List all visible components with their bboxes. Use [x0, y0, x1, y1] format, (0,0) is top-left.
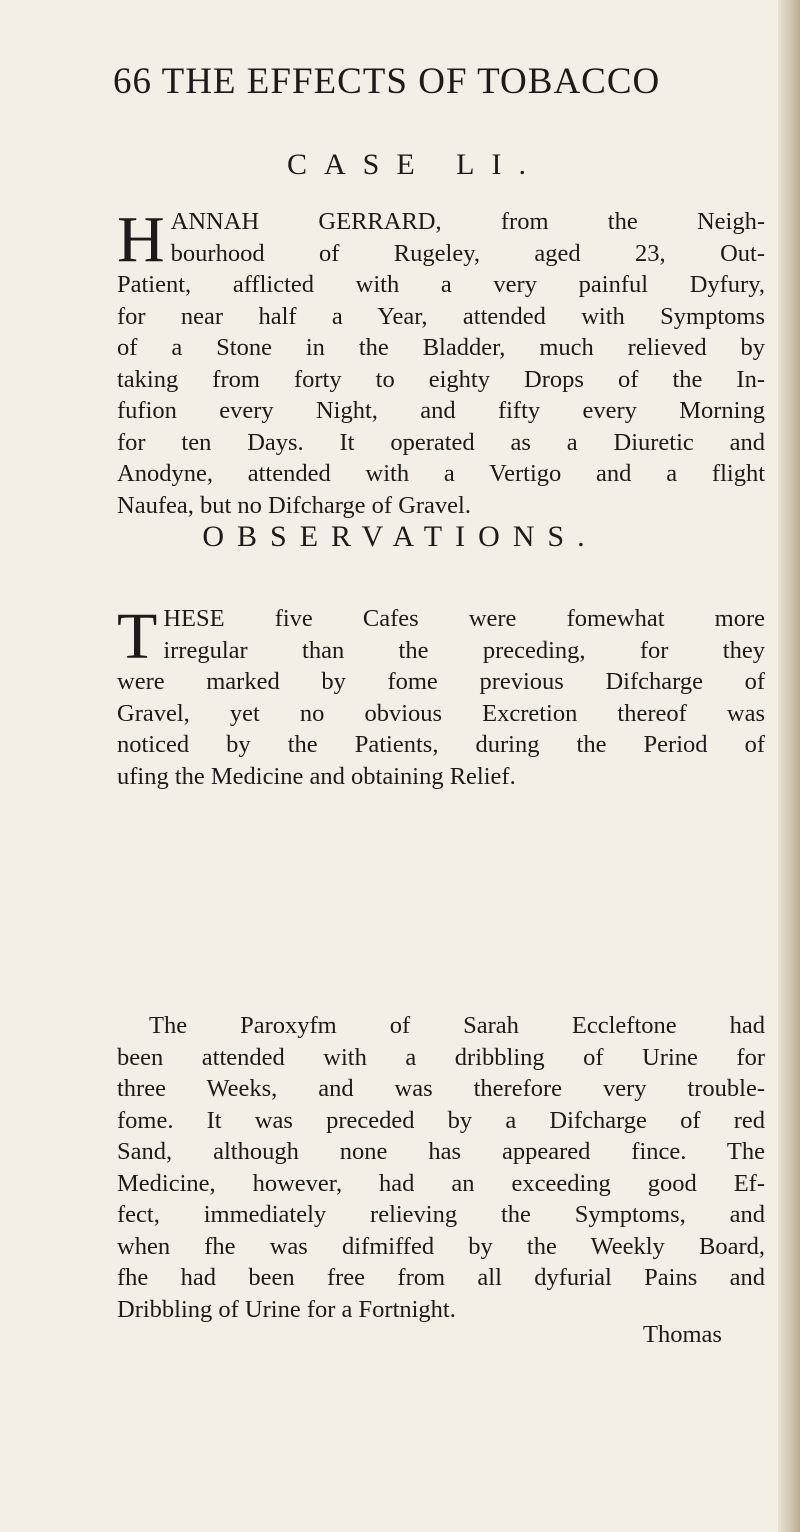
- case-paragraph: [117, 203, 765, 521]
- text-line: three Weeks, and was therefore very trouble-: [117, 1075, 765, 1102]
- text-line: for near half a Year, attended with Symptoms: [117, 302, 765, 330]
- text-line: fome. It was preceded by a Difcharge of red: [117, 1106, 765, 1134]
- text-line: when fhe was difmiffed by the Weekly Board,: [117, 1232, 765, 1260]
- observations-paragraph-1: [117, 600, 765, 792]
- text-line: irregular than the preceding, for they: [163, 636, 765, 664]
- text-line: fect, immediately relieving the Symptoms, and: [117, 1201, 765, 1228]
- case-heading: CASE LI.: [287, 148, 543, 181]
- text-line: The Paroxyfm of Sarah Eccleftone had: [149, 1012, 765, 1039]
- page-number: 66: [113, 61, 152, 102]
- running-title: THE EFFECTS OF TOBACCO: [161, 61, 661, 102]
- text-line: HESE five Cafes were fomewhat more: [163, 605, 765, 632]
- observations-paragraph-2: [117, 1010, 765, 1325]
- running-head: [113, 60, 660, 103]
- text-line: Dribbling of Urine for a Fortnight.: [117, 1295, 456, 1323]
- text-line: ANNAH GERRARD, from the Neigh-: [170, 208, 765, 235]
- text-line: taking from forty to eighty Drops of the In-: [117, 365, 765, 393]
- text-line: of a Stone in the Bladder, much relieved by: [117, 334, 765, 361]
- catchword: Thomas: [643, 1321, 722, 1348]
- observations-heading: OBSERVATIONS.: [202, 520, 598, 553]
- page-edge-shadow: [778, 0, 800, 1532]
- drop-cap: H: [117, 203, 165, 276]
- text-line: Sand, although none has appeared fince. The: [117, 1138, 765, 1165]
- text-line: Anodyne, attended with a Vertigo and a flight: [117, 460, 765, 487]
- text-line: bourhood of Rugeley, aged 23, Out-: [170, 239, 765, 267]
- text-line: for ten Days. It operated as a Diuretic and: [117, 428, 765, 456]
- text-line: Gravel, yet no obvious Excretion thereof was: [117, 699, 765, 727]
- text-line: Patient, afflicted with a very painful Dyfury,: [117, 271, 765, 298]
- text-line: been attended with a dribbling of Urine for: [117, 1043, 765, 1071]
- drop-cap: T: [117, 600, 158, 673]
- text-line: were marked by fome previous Difcharge of: [117, 668, 765, 695]
- text-line: Medicine, however, had an exceeding good Ef-: [117, 1169, 765, 1197]
- text-line: ufing the Medicine and obtaining Relief.: [117, 762, 516, 790]
- text-line: fufion every Night, and fifty every Morning: [117, 397, 765, 424]
- text-line: noticed by the Patients, during the Period of: [117, 731, 765, 758]
- text-line: Naufea, but no Difcharge of Gravel.: [117, 491, 471, 519]
- text-line: fhe had been free from all dyfurial Pains and: [117, 1264, 765, 1291]
